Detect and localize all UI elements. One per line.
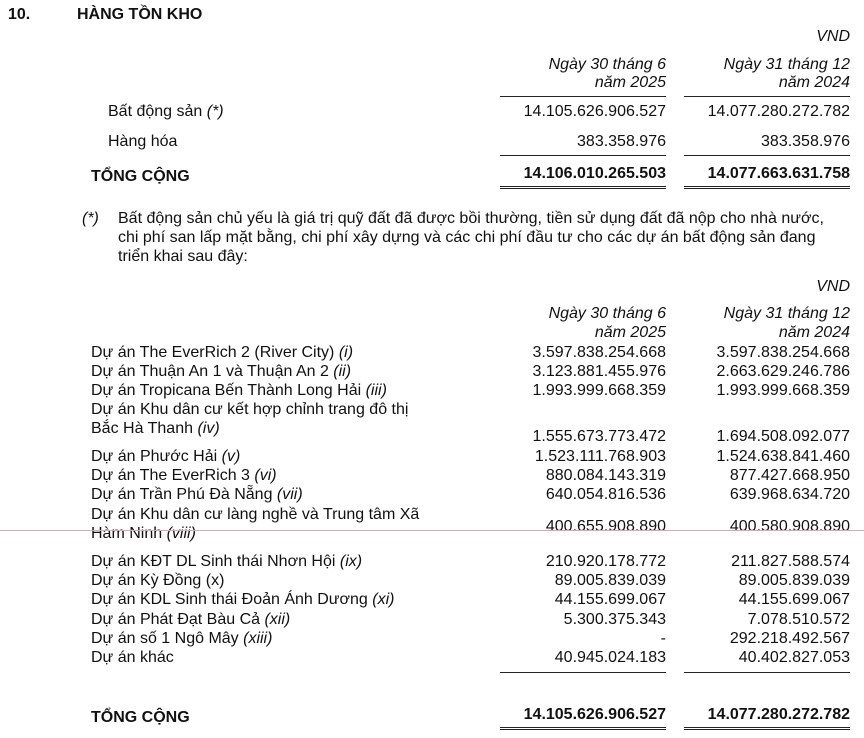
table2-currency: VND <box>816 278 850 295</box>
table1-currency: VND <box>816 28 850 45</box>
table2-col2-double-rule <box>684 727 850 730</box>
table2-row-label-line2: Hàm Ninh (viii) <box>91 525 196 542</box>
table2-row-label: Dự án Tropicana Bến Thành Long Hải (iii) <box>91 382 387 399</box>
table2-col1-double-rule <box>500 727 666 730</box>
table2-row-label: Dự án Kỳ Đồng (x) <box>91 572 225 589</box>
table1-row-value-2024: 14.077.280.272.782 <box>707 103 850 120</box>
table1-col1-header-line1: Ngày 30 tháng 6 <box>548 56 666 73</box>
table2-row-value-2024: 1.993.999.668.359 <box>716 382 850 399</box>
table2-row-value-2025: 400.655.908.890 <box>545 518 666 535</box>
table2-total-value-2024: 14.077.280.272.782 <box>707 706 850 723</box>
table1-col2-header-rule <box>684 96 850 97</box>
table2-row-label: Dự án số 1 Ngô Mây (xiii) <box>91 630 273 647</box>
table2-row-value-2024: 400.580.908.890 <box>729 518 850 535</box>
table1-row-value-2025: 383.358.976 <box>577 133 666 150</box>
table2-row-label: Dự án The EverRich 3 (vi) <box>91 467 277 484</box>
table1-total-value-2024: 14.077.663.631.758 <box>707 165 850 182</box>
table1-col2-sum-rule <box>684 155 850 156</box>
table1-col2-header-line2: năm 2024 <box>778 74 850 91</box>
section-title: HÀNG TỒN KHO <box>77 6 203 23</box>
table2-row-value-2025: 5.300.375.343 <box>563 611 666 628</box>
table2-row-label: Dự án The EverRich 2 (River City) (i) <box>91 344 354 361</box>
table2-row-value-2025: 3.597.838.254.668 <box>532 344 666 361</box>
table2-row-value-2025: 40.945.024.183 <box>554 649 666 666</box>
table2-row-label: Dự án Thuận An 1 và Thuận An 2 (ii) <box>91 363 352 380</box>
table2-row-value-2025: 880.084.143.319 <box>545 467 666 484</box>
table2-row-value-2024: 89.005.839.039 <box>738 572 850 589</box>
table2-row-value-2025: 89.005.839.039 <box>554 572 666 589</box>
table2-row-label: Dự án Phát Đạt Bàu Cả (xii) <box>91 611 291 628</box>
table1-col1-header-rule <box>500 96 666 97</box>
table2-col2-sum-rule <box>684 672 850 673</box>
page-margin-line <box>0 530 864 531</box>
table2-row-value-2024: 877.427.668.950 <box>729 467 850 484</box>
table2-row-label: Dự án KDL Sinh thái Đoản Ánh Dương (xi) <box>91 591 395 608</box>
table2-row-label-line2: Bắc Hà Thanh (iv) <box>91 420 220 437</box>
section-number: 10. <box>8 6 31 23</box>
table2-row-value-2024: 639.968.634.720 <box>729 486 850 503</box>
table2-row-value-2025: 1.993.999.668.359 <box>532 382 666 399</box>
table2-row-value-2025: 210.920.178.772 <box>545 553 666 570</box>
table1-row-value-2025: 14.105.626.906.527 <box>523 103 666 120</box>
table2-row-value-2025: 640.054.816.536 <box>545 486 666 503</box>
table1-row-label: Bất động sản (*) <box>108 103 224 120</box>
table2-row-value-2024: 211.827.588.574 <box>731 553 850 570</box>
table2-row-value-2024: 1.524.638.841.460 <box>716 448 850 465</box>
table2-row-value-2024: 7.078.510.572 <box>747 611 850 628</box>
table2-row-label-line1: Dự án Khu dân cư làng nghề và Trung tâm Xã <box>91 506 420 523</box>
table1-col1-double-rule <box>500 186 666 189</box>
table2-row-value-2025: 44.155.699.067 <box>554 591 666 608</box>
table2-col1-header-line2: năm 2025 <box>594 324 666 341</box>
table1-row-value-2024: 383.358.976 <box>761 133 850 150</box>
table2-col1-sum-rule <box>500 672 666 673</box>
table2-row-value-2024: 40.402.827.053 <box>738 649 850 666</box>
table1-row-label: Hàng hóa <box>108 133 178 150</box>
table2-row-value-2025: - <box>660 630 666 647</box>
table2-row-value-2024: 3.597.838.254.668 <box>716 344 850 361</box>
table2-row-value-2024: 2.663.629.246.786 <box>716 363 850 380</box>
table2-row-label: Dự án KĐT DL Sinh thái Nhơn Hội (ix) <box>91 553 363 570</box>
table2-row-value-2024: 1.694.508.092.077 <box>716 428 850 445</box>
table2-row-label-line1: Dự án Khu dân cư kết hợp chỉnh trang đô thị <box>91 401 409 418</box>
table1-total-value-2025: 14.106.010.265.503 <box>523 165 666 182</box>
table1-col1-header-line2: năm 2025 <box>594 74 666 91</box>
table2-total-label: TỔNG CỘNG <box>91 709 190 726</box>
table1-col2-double-rule <box>684 186 850 189</box>
table2-row-value-2025: 1.523.111.768.903 <box>534 448 666 465</box>
table2-row-value-2025: 1.555.673.773.472 <box>532 428 666 445</box>
table2-row-value-2024: 292.218.492.567 <box>729 630 850 647</box>
table2-total-value-2025: 14.105.626.906.527 <box>523 706 666 723</box>
table1-col2-header-line1: Ngày 31 tháng 12 <box>723 56 850 73</box>
table2-row-value-2024: 44.155.699.067 <box>738 591 850 608</box>
table2-col1-header-line1: Ngày 30 tháng 6 <box>548 305 666 322</box>
table1-col1-sum-rule <box>500 155 666 156</box>
table2-row-value-2025: 3.123.881.455.976 <box>532 363 666 380</box>
table2-col2-header-line1: Ngày 31 tháng 12 <box>723 305 850 322</box>
table2-row-label: Dự án khác <box>91 649 174 666</box>
footnote-marker: (*) <box>82 210 99 227</box>
table1-total-label: TỔNG CỘNG <box>91 168 190 185</box>
table2-row-label: Dự án Trần Phú Đà Nẵng (vii) <box>91 486 303 503</box>
table2-row-label: Dự án Phước Hải (v) <box>91 448 241 465</box>
table2-col2-header-line2: năm 2024 <box>778 324 850 341</box>
footnote-text: Bất động sản chủ yếu là giá trị quỹ đất đã được bồi thường, tiền sử dụng đất đã nộp cho nhà nước, chi phí san lấp mặt bằng, chi phí xây dựng và các chi phí đầu tư cho các dự án bất động sản đang triển khai sau đây: <box>118 210 824 265</box>
